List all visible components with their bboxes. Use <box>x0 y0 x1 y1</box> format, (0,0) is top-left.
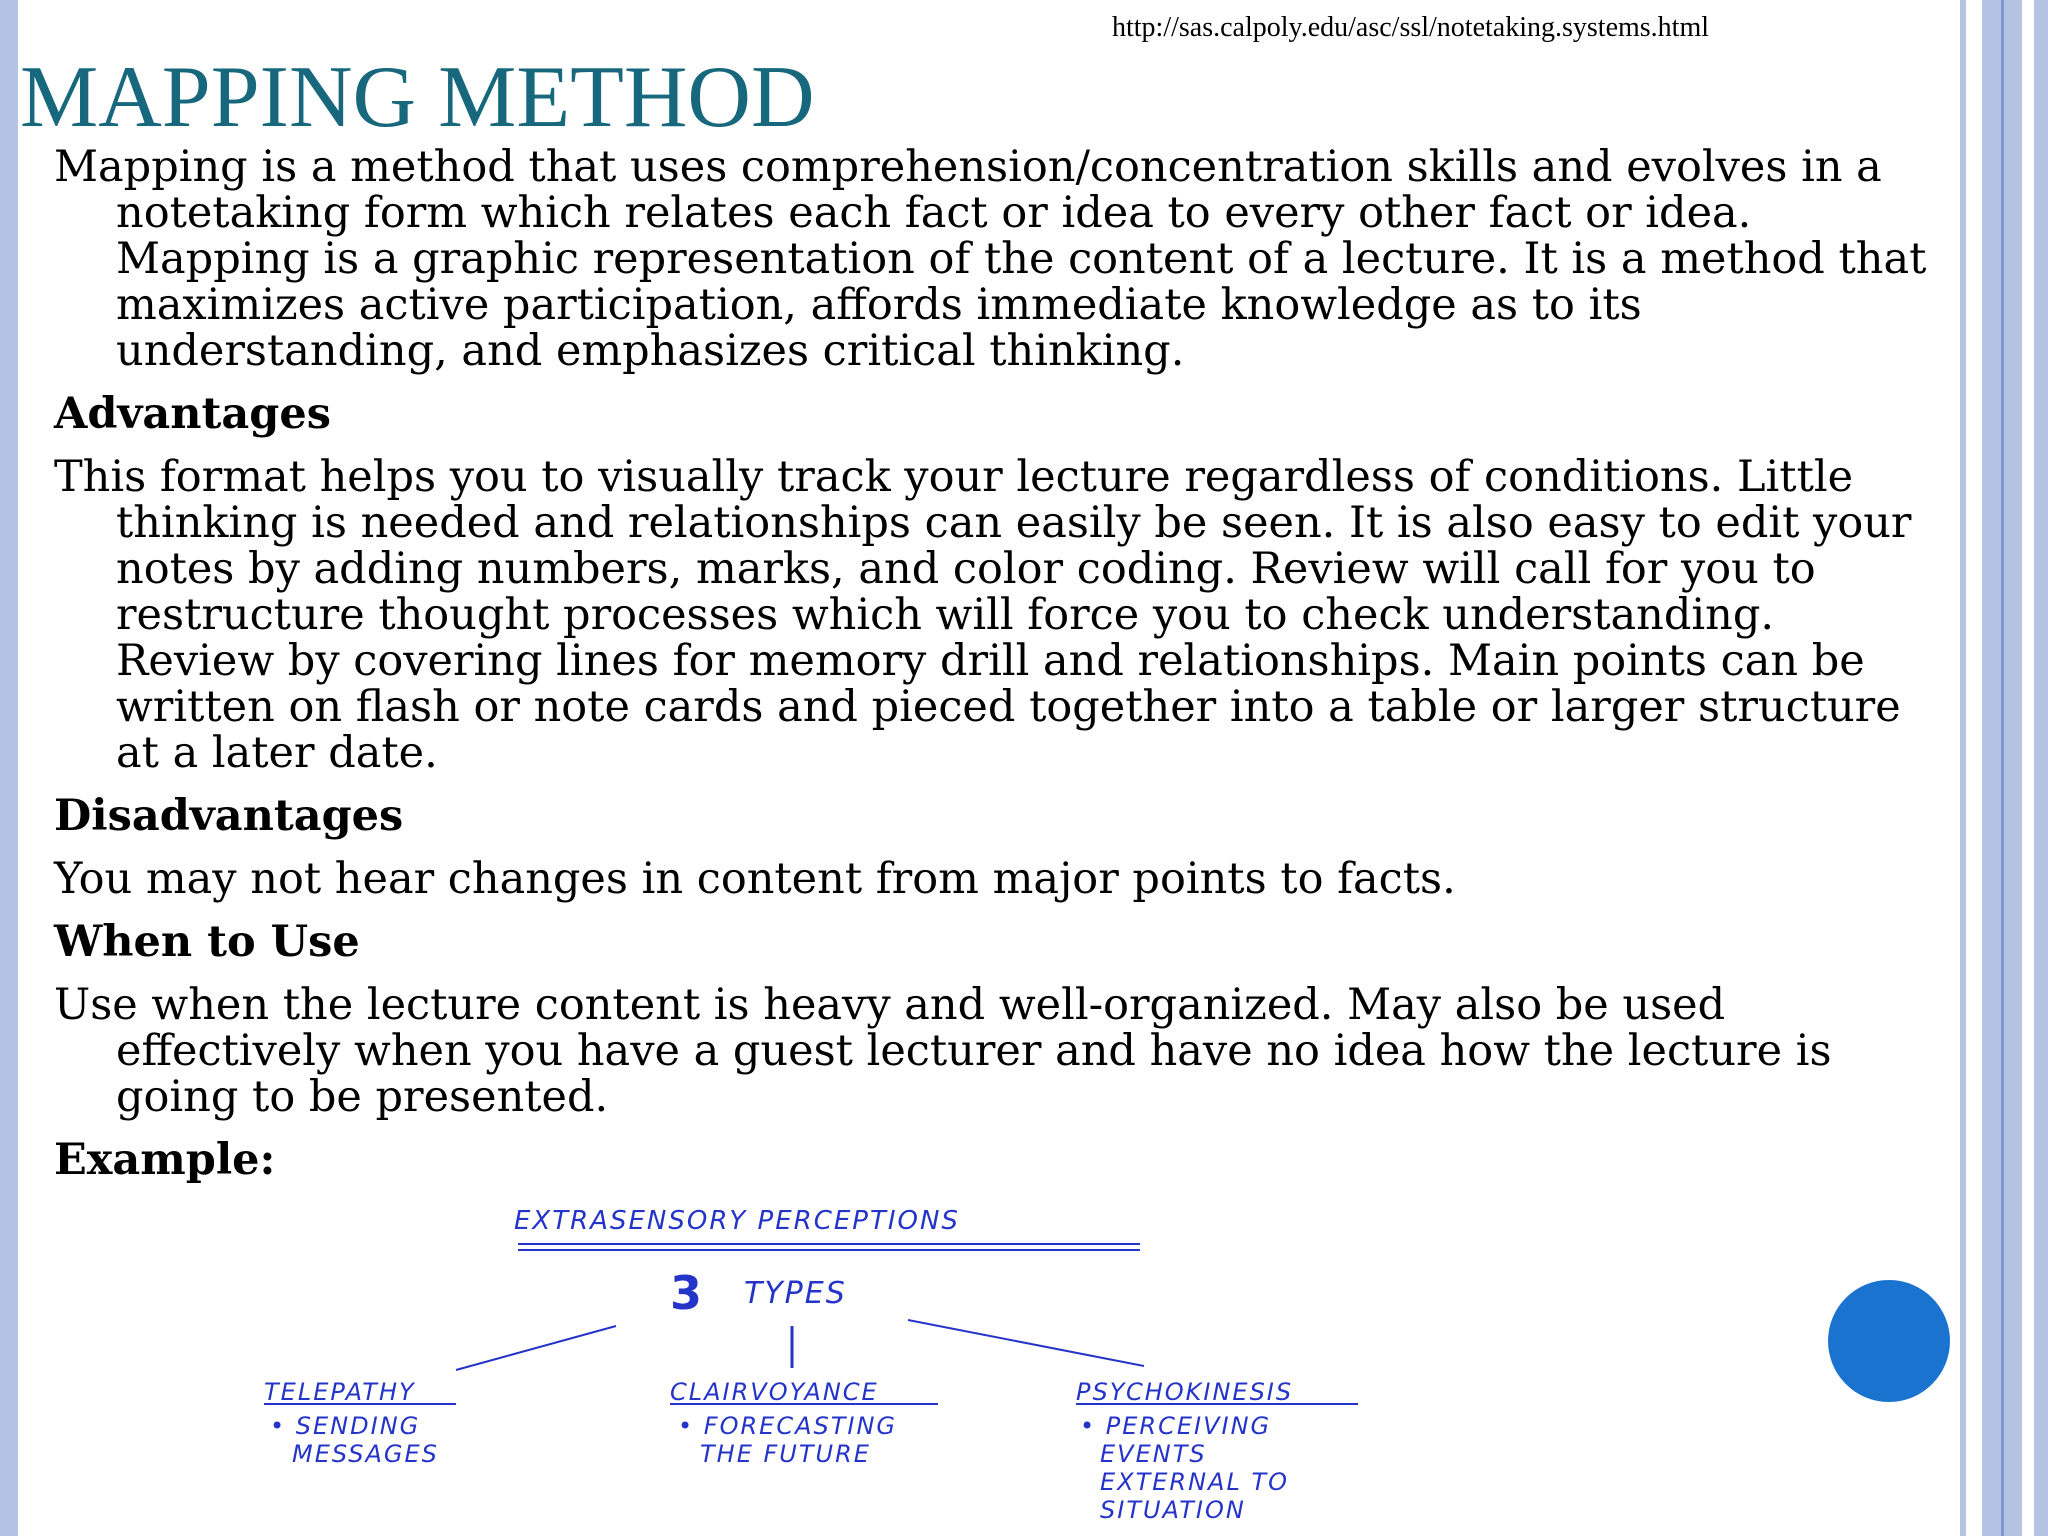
detail-line: • PERCEIVING <box>1080 1412 1272 1440</box>
branch-psychokinesis-details <box>1080 1412 1290 1524</box>
advantages-paragraph: This format helps you to visually track your lecture regardless of conditions. Little thinking is needed and relationships can easily be seen. It is also easy to edit your notes by adding numbers, marks, and color coding. Review will call for you to restructure thought processes which will force you to check understanding. Review by covering lines for memory drill and relationships. Main points can be written on flash or note cards and pieced together into a table or larger structure at a later date. <box>54 452 1912 778</box>
intro-paragraph: Mapping is a method that uses comprehension/concentration skills and evolves in a notetaking form which relates each fact or idea to every other fact or idea. Mapping is a graphic representation of the content of a lecture. It is a method that maximizes active participation, affords immediate knowledge as to its understanding, and emphasizes critical thinking. <box>54 142 1927 376</box>
when-to-use-heading: When to Use <box>54 917 360 967</box>
branch-line-telepathy <box>456 1326 616 1370</box>
branch-telepathy-label: TELEPATHY <box>264 1378 416 1406</box>
map-types-label: TYPES <box>744 1276 847 1311</box>
detail-line: • FORECASTING <box>678 1412 898 1440</box>
example-mind-map <box>250 1200 1400 1536</box>
right-border-stripe <box>1960 0 1966 1536</box>
detail-line: • SENDING <box>270 1412 421 1440</box>
advantages-heading: Advantages <box>54 389 331 439</box>
disadvantages-heading: Disadvantages <box>54 791 404 841</box>
accent-circle <box>1828 1280 1950 1402</box>
branch-telepathy-details <box>270 1412 439 1468</box>
map-type-count: 3 <box>670 1266 705 1320</box>
disadvantages-paragraph: You may not hear changes in content from major points to facts. <box>54 854 1456 904</box>
right-border-edge <box>2034 0 2048 1536</box>
branch-psychokinesis-label: PSYCHOKINESIS <box>1076 1378 1294 1406</box>
detail-line: EVENTS <box>1100 1440 1207 1468</box>
detail-line: EXTERNAL TO <box>1100 1468 1290 1496</box>
branch-clairvoyance-label: CLAIRVOYANCE <box>670 1378 879 1406</box>
slide-title: MAPPING METHOD <box>20 49 815 146</box>
detail-line: SITUATION <box>1100 1496 1246 1524</box>
slide-body <box>54 144 1944 1183</box>
source-url: http://sas.calpoly.edu/asc/ssl/notetaking.systems.html <box>1112 12 1710 43</box>
when-to-use-paragraph: Use when the lecture content is heavy and well-organized. May also be used effectively when you have a guest lecturer and have no idea how the lecture is going to be presented. <box>54 980 1832 1122</box>
map-title: EXTRASENSORY PERCEPTIONS <box>514 1206 960 1236</box>
right-border-line <box>2001 0 2004 1536</box>
branch-line-psychokinesis <box>908 1320 1144 1366</box>
example-heading: Example: <box>54 1135 276 1185</box>
detail-line: MESSAGES <box>292 1440 439 1468</box>
detail-line: THE FUTURE <box>700 1440 871 1468</box>
branch-clairvoyance-details <box>678 1412 897 1468</box>
left-border-bar <box>0 0 18 1536</box>
